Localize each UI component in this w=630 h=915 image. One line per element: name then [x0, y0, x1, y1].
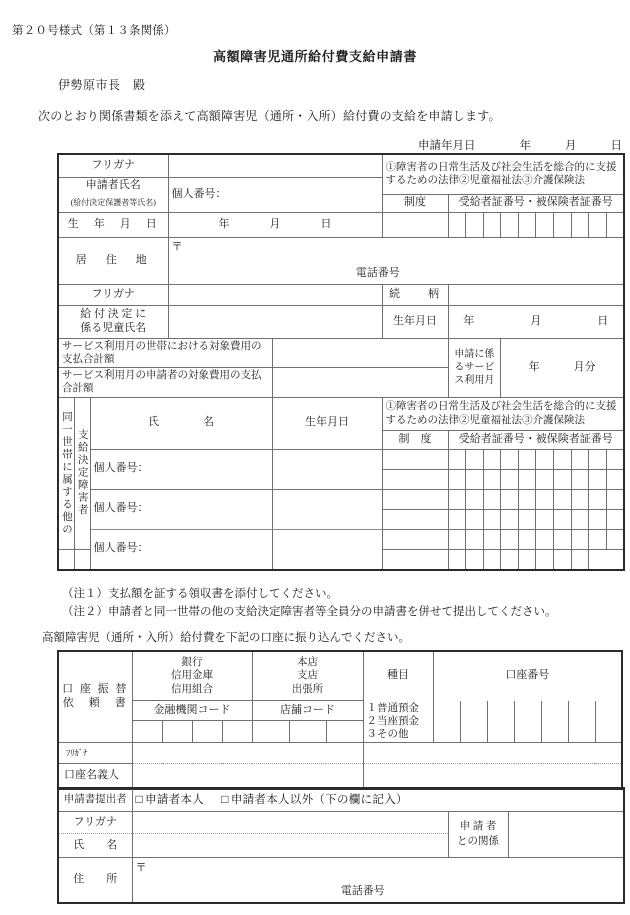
branch-code-label: 店舗コード	[252, 701, 363, 721]
household-member-number-cell[interactable]	[518, 509, 536, 529]
household-member-number-cell[interactable]	[536, 509, 554, 529]
household-vertical-label-outer: 同一世帯に属する他の	[58, 397, 74, 549]
institution-code-cell[interactable]	[222, 720, 252, 742]
household-member-number-cell[interactable]	[606, 509, 624, 529]
branch-kind-honten: 本店	[297, 657, 318, 669]
household-law-text: ①障害者の日常生活及び社会生活を総合的に支援するための法律②児童福祉法③介護保険法	[382, 397, 624, 430]
household-member-number-cell[interactable]	[589, 529, 607, 549]
bank-side-label	[58, 651, 132, 742]
child-furigana-input[interactable]	[168, 285, 382, 306]
institution-code-cell[interactable]	[132, 720, 162, 742]
submitter-phone-label: 電話番号	[340, 884, 385, 897]
household-member-number-cell[interactable]	[536, 549, 554, 570]
page-title: 高額障害児通所給付費支給申請書	[212, 49, 417, 64]
submitter-address-label: 住 所	[58, 858, 132, 904]
insurance-system-label: 制度	[382, 194, 448, 213]
account-number-cell[interactable]	[514, 701, 541, 743]
bank-transfer-table	[57, 650, 623, 790]
applicant-name-label: 申請者氏名	[58, 178, 168, 195]
account-number-cell[interactable]	[433, 701, 460, 743]
branch-kind-shuccho: 出張所	[291, 683, 324, 695]
household-member-birth-input[interactable]	[272, 529, 382, 570]
institution-code-cell[interactable]	[162, 720, 192, 742]
applicant-birth-month: 月	[269, 218, 281, 231]
household-member-number-cell[interactable]	[501, 469, 519, 489]
household-member-number-cell[interactable]	[466, 509, 484, 529]
submitter-furigana-label: フリガナ	[58, 812, 132, 834]
child-birth-label: 生年月日	[382, 306, 448, 339]
intro-text: 次のとおり関係書類を添えて高額障害児（通所・入所）給付費の支給を申請します。	[38, 109, 501, 123]
applicant-birth-day: 日	[320, 218, 332, 231]
account-number-cell[interactable]	[595, 701, 622, 743]
household-member-number-cell[interactable]	[382, 549, 448, 570]
bank-holder-input-right[interactable]	[363, 763, 622, 789]
household-member-number-cell[interactable]	[571, 469, 589, 489]
submitter-options[interactable]	[132, 788, 624, 812]
household-member-number-cell[interactable]	[536, 489, 554, 509]
submitter-relation-label	[448, 812, 508, 858]
household-member-number-cell[interactable]	[483, 469, 501, 489]
application-date-month: 月	[565, 140, 577, 152]
household-vertical-label-inner: 支給決定障害者	[74, 397, 90, 549]
submitter-name-input[interactable]	[132, 834, 448, 858]
household-member-number-cell[interactable]	[518, 549, 536, 570]
household-member-number-cell[interactable]	[554, 469, 572, 489]
household-member-number-cell[interactable]	[501, 529, 519, 549]
service-month-year: 年	[528, 360, 540, 373]
application-date-label: 申請年月日	[418, 140, 476, 152]
household-member-number-cell[interactable]	[606, 469, 624, 489]
household-name-header: 氏 名	[90, 397, 272, 449]
household-member-number-cell[interactable]	[571, 509, 589, 529]
household-member-number-cell[interactable]	[466, 449, 484, 469]
submitter-option-self: 申請者本人	[145, 794, 205, 807]
account-type-sonota: ３その他	[366, 728, 409, 740]
insurance-number-cell[interactable]	[571, 213, 589, 238]
household-member-number-cell[interactable]	[501, 449, 519, 469]
submitter-relation-label-line1: 申 請 者	[459, 821, 497, 833]
insurance-number-cell[interactable]	[536, 213, 554, 238]
bank-holder-label: 口座名義人	[58, 763, 132, 789]
institution-code-label: 金融機関コード	[132, 701, 252, 721]
household-birth-header: 生年月日	[272, 397, 382, 449]
bank-lead-text: 高額障害児（通所・入所）給付費を下記の口座に振り込んでください。	[42, 632, 410, 644]
household-member-number-cell[interactable]	[466, 489, 484, 509]
insurance-law-text: ①障害者の日常生活及び社会生活を総合的に支援するための法律②児童福祉法③介護保険法	[382, 154, 624, 194]
service-month-suffix: 月分	[573, 360, 596, 373]
insurance-certificate-label: 受給者証番号・被保険者証番号	[448, 194, 624, 213]
addressee: 伊勢原市長 殿	[58, 78, 146, 92]
household-member-number-cell[interactable]	[448, 489, 466, 509]
household-member-number-cell[interactable]	[554, 449, 572, 469]
household-member-system-input[interactable]	[382, 449, 448, 469]
child-birth-year: 年	[463, 315, 475, 328]
submitter-table	[57, 787, 625, 904]
household-member-name-input[interactable]	[90, 489, 272, 529]
applicant-birth-year: 年	[218, 218, 230, 231]
household-member-number-cell[interactable]	[448, 529, 466, 549]
household-member-number-cell[interactable]	[518, 449, 536, 469]
submitter-relation-label-line2: との関係	[457, 835, 499, 847]
branch-kind-shiten: 支店	[297, 670, 318, 682]
application-date-row	[418, 137, 622, 153]
insurance-number-cell[interactable]	[589, 213, 607, 238]
child-birth-input[interactable]	[448, 306, 624, 339]
postal-mark: 〒	[171, 241, 183, 254]
household-member-number-cell[interactable]	[466, 529, 484, 549]
applicant-address-label: 居 住 地	[58, 238, 168, 285]
household-member-my-number-label: 個人番号：	[93, 462, 149, 475]
submitter-postal-mark: 〒	[135, 861, 147, 874]
service-month-input[interactable]	[501, 339, 624, 398]
submitter-address-input[interactable]	[132, 858, 624, 904]
child-name-label	[58, 306, 168, 339]
household-total-label: サービス利用月の世帯における対象費用の支払合計額	[58, 339, 272, 368]
household-member-number-cell[interactable]	[483, 509, 501, 529]
household-member-number-cell[interactable]	[606, 489, 624, 509]
submitter-name-label: 氏 名	[58, 834, 132, 858]
household-member-system-input[interactable]	[382, 489, 448, 509]
submitter-title-label: 申請書提出者	[58, 788, 132, 812]
household-member-system-input[interactable]	[382, 509, 448, 529]
applicant-total-label: サービス利用月の申請者の対象費用の支払合計額	[58, 368, 272, 397]
submitter-furigana-input[interactable]	[132, 812, 448, 834]
household-member-name-input[interactable]	[90, 529, 272, 570]
child-furigana-label: フリガナ	[58, 285, 168, 306]
household-member-my-number-label: 個人番号：	[93, 502, 149, 515]
applicant-my-number-label: 個人番号：	[171, 188, 227, 201]
branch-code-cell[interactable]	[289, 720, 326, 742]
household-member-number-cell[interactable]	[518, 489, 536, 509]
household-member-number-cell[interactable]	[554, 509, 572, 529]
household-member-number-cell[interactable]	[518, 529, 536, 549]
account-type-futsu: １普通預金	[366, 702, 420, 714]
insurance-number-cell[interactable]	[483, 213, 501, 238]
household-certificate-label: 受給者証番号・被保険者証番号	[448, 430, 624, 449]
insurance-number-cell[interactable]	[554, 213, 572, 238]
bank-kind-ginko: 銀行	[181, 657, 203, 669]
checkbox-other-icon[interactable]: □	[221, 792, 229, 807]
household-member-number-cell[interactable]	[589, 509, 607, 529]
applicant-birth-label: 生 年 月 日	[58, 213, 168, 238]
account-number-cell[interactable]	[541, 701, 568, 743]
household-member-number-cell[interactable]	[589, 489, 607, 509]
applicant-table	[57, 153, 625, 571]
submitter-option-other: 申請者本人以外（下の欄に記入）	[230, 794, 408, 807]
applicant-furigana-input[interactable]	[168, 154, 382, 178]
bank-holder-input[interactable]	[132, 763, 363, 789]
notes-block	[62, 586, 557, 622]
household-member-number-cell[interactable]	[536, 469, 554, 489]
insurance-number-cell[interactable]	[606, 213, 624, 238]
applicant-phone-label: 電話番号	[355, 267, 400, 279]
household-member-number-cell[interactable]	[554, 529, 572, 549]
institution-code-cell[interactable]	[192, 720, 222, 742]
insurance-number-cell[interactable]	[518, 213, 536, 238]
household-member-number-cell[interactable]	[589, 449, 607, 469]
household-member-number-cell[interactable]	[554, 549, 572, 570]
checkbox-self-icon[interactable]: □	[135, 792, 144, 807]
child-relation-label: 続 柄	[382, 285, 448, 306]
bank-holder-furigana-cell	[58, 742, 132, 763]
account-number-label: 口座番号	[433, 651, 622, 701]
household-member-number-cell[interactable]	[483, 489, 501, 509]
bank-side-label-line1: 口 座 振 替	[62, 683, 129, 696]
account-number-cell[interactable]	[460, 701, 487, 743]
account-number-cell[interactable]	[487, 701, 514, 743]
note-item: （注２）申請者と同一世帯の他の支給決定障害者等全員分の申請書を併せて提出してください。	[62, 605, 557, 618]
household-member-number-cell[interactable]	[483, 449, 501, 469]
household-member-number-cell[interactable]	[448, 549, 466, 570]
household-member-birth-input[interactable]	[272, 489, 382, 529]
household-member-number-cell[interactable]	[518, 469, 536, 489]
household-member-number-cell[interactable]	[536, 449, 554, 469]
applicant-name-sublabel: (給付決定保護者等氏名)	[58, 194, 168, 213]
household-member-number-cell[interactable]	[571, 449, 589, 469]
household-member-number-cell[interactable]	[589, 469, 607, 489]
household-member-system-input[interactable]	[382, 469, 448, 489]
child-name-input[interactable]	[168, 306, 382, 339]
household-total-input[interactable]	[272, 339, 448, 368]
applicant-birth-input[interactable]	[168, 213, 382, 238]
insurance-system-input[interactable]	[382, 213, 448, 238]
applicant-furigana-label: フリガナ	[58, 154, 168, 178]
household-member-number-cell[interactable]	[606, 449, 624, 469]
household-member-number-cell[interactable]	[483, 529, 501, 549]
bank-furigana-label: ﾌﾘｶﾞﾅ	[66, 747, 88, 758]
bank-holder-furigana-input[interactable]	[132, 742, 363, 763]
application-date-year: 年	[519, 140, 531, 152]
branch-code-cell[interactable]	[252, 720, 289, 742]
household-member-number-cell[interactable]	[571, 489, 589, 509]
household-member-number-cell[interactable]	[571, 529, 589, 549]
household-member-number-cell[interactable]	[501, 549, 519, 570]
child-birth-month: 月	[530, 315, 542, 328]
household-member-number-cell[interactable]	[501, 509, 519, 529]
application-date-day: 日	[610, 140, 622, 152]
submitter-relation-input[interactable]	[508, 812, 624, 858]
applicant-address-input[interactable]	[168, 238, 624, 285]
applicant-my-number-input[interactable]	[168, 178, 382, 213]
household-member-number-cell[interactable]	[466, 549, 484, 570]
household-member-number-cell[interactable]	[448, 509, 466, 529]
account-number-cell[interactable]	[568, 701, 595, 743]
account-type-label: 種目	[363, 651, 433, 701]
applicant-total-input[interactable]	[272, 368, 448, 397]
household-member-system-input[interactable]	[382, 529, 448, 549]
bank-kind-shinkumi: 信用組合	[171, 683, 213, 695]
branch-code-cell[interactable]	[326, 720, 363, 742]
account-type-options[interactable]	[363, 701, 433, 743]
household-member-birth-input[interactable]	[272, 449, 382, 489]
household-member-number-cell[interactable]	[606, 529, 624, 549]
household-member-number-cell[interactable]	[554, 489, 572, 509]
note-item: （注１）支払額を証する領収書を添付してください。	[62, 588, 338, 600]
household-member-number-cell[interactable]	[74, 549, 90, 570]
bank-holder-furigana-input-right[interactable]	[363, 742, 622, 763]
household-member-number-cell[interactable]	[466, 469, 484, 489]
service-month-label: 申請に係るサービス利用月	[448, 339, 501, 398]
child-name-label-line2: 係る児童氏名	[80, 322, 147, 334]
insurance-number-cell[interactable]	[501, 213, 519, 238]
bank-side-label-line2: 依 頼 書	[62, 696, 128, 709]
insurance-number-cell[interactable]	[448, 213, 466, 238]
household-member-number-cell[interactable]	[536, 529, 554, 549]
bank-branch-kind[interactable]	[252, 651, 363, 701]
insurance-number-cell[interactable]	[466, 213, 484, 238]
child-birth-day: 日	[597, 315, 609, 328]
household-member-name-input[interactable]	[90, 449, 272, 489]
household-member-my-number-label: 個人番号：	[93, 542, 149, 555]
household-member-system-input[interactable]	[58, 549, 74, 570]
account-type-toza: ２当座預金	[366, 715, 420, 727]
household-member-number-cell[interactable]	[448, 449, 466, 469]
household-member-number-cell[interactable]	[571, 549, 589, 570]
bank-institution-kind[interactable]	[132, 651, 252, 701]
form-number: 第２０号様式（第１３条関係）	[12, 25, 176, 37]
household-system-label: 制 度	[382, 430, 448, 449]
child-relation-input[interactable]	[448, 285, 624, 306]
child-name-label-line1: 給 付 決 定 に	[80, 308, 147, 321]
bank-kind-shinkin: 信用金庫	[171, 670, 213, 682]
household-member-number-cell[interactable]	[483, 549, 501, 570]
household-member-number-cell[interactable]	[501, 489, 519, 509]
household-member-number-cell[interactable]	[448, 469, 466, 489]
